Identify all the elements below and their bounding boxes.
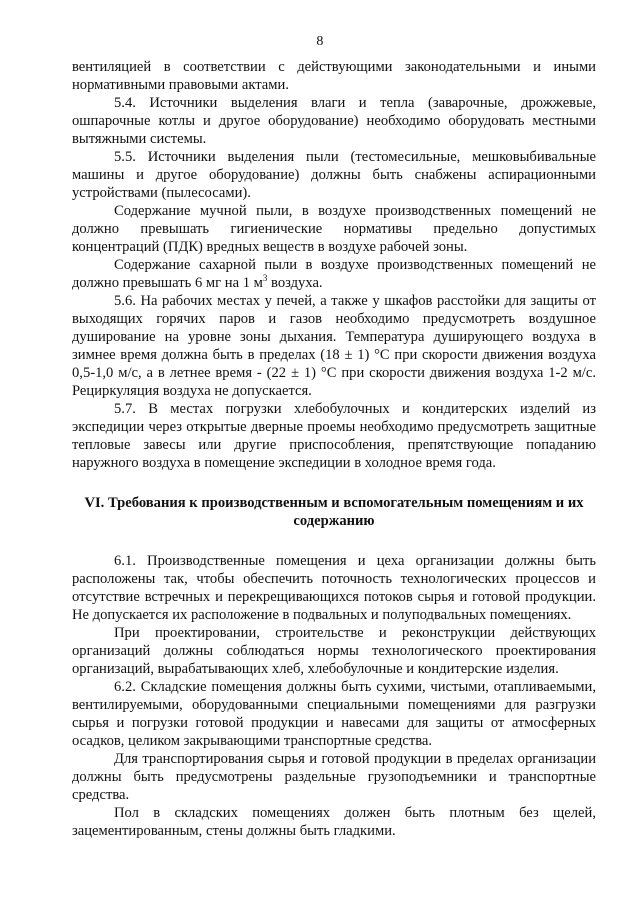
paragraph-warehouse-floor: Пол в складских помещениях должен быть плотным без щелей, зацементированным, стены должны быть гладкими.: [72, 805, 596, 839]
cubic-superscript: 3: [262, 273, 268, 283]
paragraph-5-5: 5.5. Источники выделения пыли (тестомесильные, мешковыбивальные машины и другое оборудование) должны быть снабжены аспирационными устройствами (пылесосами).: [72, 149, 596, 201]
paragraph-5-7: 5.7. В местах погрузки хлебобулочных и кондитерских изделий из экспедиции через открытые дверные проемы необходимо предусмотреть защитные тепловые завесы или другие приспособления, препятствующие попаданию наружного воздуха в помещение экспедиции в холодное время года.: [72, 401, 596, 471]
paragraph-ventilation-continuation: вентиляцией в соответствии с действующими законодательными и иными нормативными правовыми актами.: [72, 59, 596, 93]
paragraph-flour-dust: Содержание мучной пыли, в воздухе производственных помещений не должно превышать гигиенические нормативы предельно допустимых концентраций (ПДК) вредных веществ в воздухе рабочей зоны.: [72, 203, 596, 255]
paragraph-6-2: 6.2. Складские помещения должны быть сухими, чистыми, отапливаемыми, вентилируемыми, оборудованными специальными помещениями для разгрузки сырья и погрузки готовой продукции и навесами для защиты от атмосферных осадков, целиком закрывающими транспортные средства.: [72, 679, 596, 749]
page-number: 8: [316, 34, 324, 49]
paragraph-5-4: 5.4. Источники выделения влаги и тепла (заварочные, дрожжевые, ошпарочные котлы и другое оборудование) необходимо оборудовать местными вытяжными системы.: [72, 95, 596, 147]
paragraph-transport: Для транспортирования сырья и готовой продукции в пределах организации должны быть предусмотрены раздельные грузоподъемники и транспортные средства.: [72, 751, 596, 803]
paragraph-6-1: 6.1. Производственные помещения и цеха организации должны быть расположены так, чтобы обеспечить поточность технологических процессов и отсутствие встречных и перекрещивающихся потоков сырья и готовой продукции. Не допускается их расположение в подвальных и полуподвальных помещениях.: [72, 553, 596, 623]
paragraph-design-norms: При проектировании, строительстве и реконструкции действующих организаций должны соблюдаться нормы технологического проектирования организаций, вырабатывающих хлеб, хлебобулочные и кондитерские изделия.: [72, 625, 596, 677]
section-title: VI. Требования к производственным и вспомогательным помещениям и их содержанию: [84, 495, 584, 529]
sugar-dust-text: Содержание сахарной пыли в воздухе производственных помещений не должно превышать 6 мг на 1 м: [72, 257, 596, 291]
sugar-dust-tail: воздуха.: [267, 275, 323, 291]
paragraph-5-6: 5.6. На рабочих местах у печей, а также у шкафов расстойки для защиты от выходящих горячих паров и газов необходимо предусмотреть воздушное душирование на уровне зоны дыхания. Температура душирующего воздуха в зимнее время должна быть в пределах (18 ± 1) °С при скорости движения воздуха 0,5-1,0 м/с, а в летнее время - (22 ± 1) °С при скорости движения воздуха 1-2 м/с. Рециркуляция воздуха не допускается.: [72, 293, 596, 399]
paragraph-sugar-dust: [72, 256, 596, 292]
document-body: [72, 58, 596, 840]
